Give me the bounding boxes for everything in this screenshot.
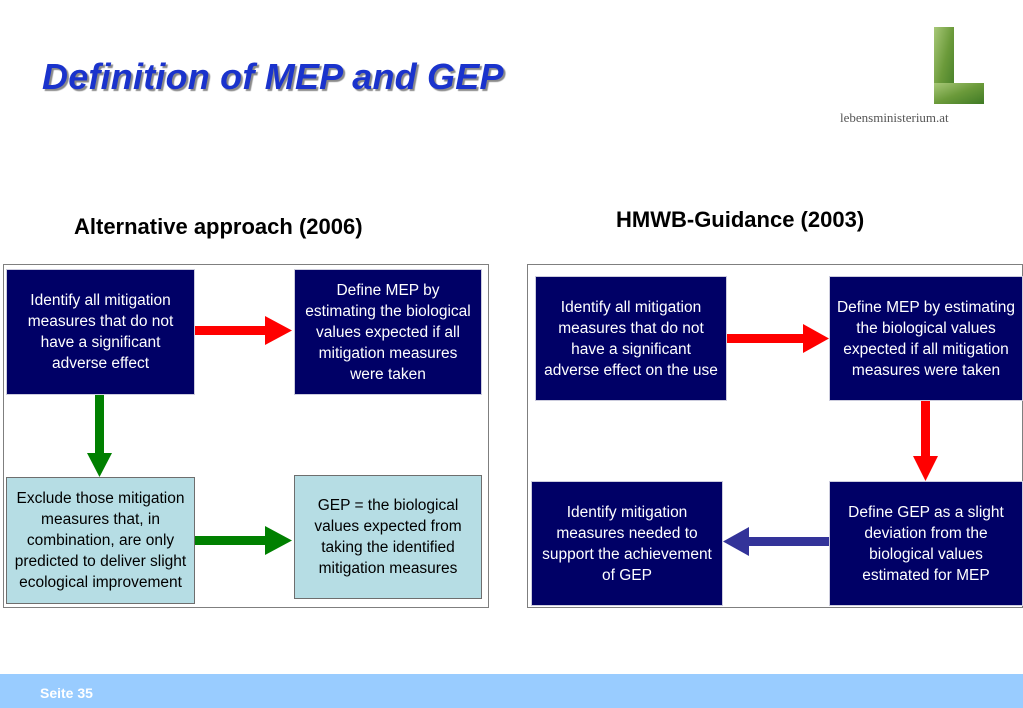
right-box-define-gep: Define GEP as a slight deviation from the biological values estimated for MEP <box>829 481 1023 606</box>
page-title: Definition of MEP and GEP <box>42 56 504 97</box>
right-box-define-mep: Define MEP by estimating the biological values expected if all mitigation measures were taken <box>829 276 1023 401</box>
page-number: Seite 35 <box>40 685 93 701</box>
left-box-define-mep: Define MEP by estimating the biological values expected if all mitigation measures were taken <box>294 269 482 395</box>
left-box-gep: GEP = the biological values expected from taking the identified mitigation measures <box>294 475 482 599</box>
right-box-identify-measures: Identify all mitigation measures that do not have a significant adverse effect on the use <box>535 276 727 401</box>
right-box-identify-gep-measures: Identify mitigation measures needed to support the achievement of GEP <box>531 481 723 606</box>
footer-bar <box>0 674 1023 708</box>
logo-text: lebensministerium.at <box>840 110 949 125</box>
lebensministerium-logo-icon <box>932 27 984 104</box>
left-box-identify-measures: Identify all mitigation measures that do not have a significant adverse effect <box>6 269 195 395</box>
left-box-exclude-measures: Exclude those mitigation measures that, in combination, are only predicted to deliver slight ecological improvement <box>6 477 195 604</box>
left-heading: Alternative approach (2006) <box>74 214 363 239</box>
right-heading: HMWB-Guidance (2003) <box>616 207 865 232</box>
